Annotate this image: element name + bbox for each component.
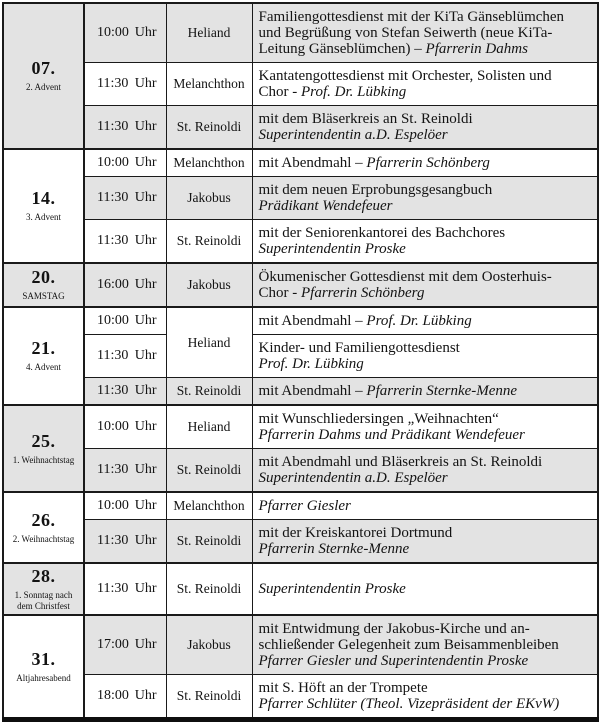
day-note: Altjahresabend bbox=[16, 672, 71, 683]
description-cell bbox=[252, 177, 598, 220]
time-cell bbox=[84, 615, 166, 675]
day-number: 14. bbox=[31, 188, 56, 209]
time-wrap bbox=[97, 533, 157, 549]
description-cell bbox=[252, 378, 598, 406]
schedule-body bbox=[3, 3, 598, 720]
schedule-row bbox=[3, 335, 598, 378]
time-value: 11:30 bbox=[97, 190, 129, 205]
time-unit: Uhr bbox=[134, 190, 157, 205]
time-value: 10:00 bbox=[97, 419, 129, 434]
day-note: 3. Advent bbox=[26, 212, 61, 222]
date-cell bbox=[3, 405, 84, 492]
location-name: Heliand bbox=[187, 334, 231, 350]
time-cell bbox=[84, 675, 166, 720]
description-cell bbox=[252, 106, 598, 150]
date-cell bbox=[3, 492, 84, 563]
schedule-row bbox=[3, 263, 598, 307]
time-cell bbox=[84, 449, 166, 493]
time-wrap bbox=[97, 348, 157, 364]
time-cell bbox=[84, 177, 166, 220]
date-cell bbox=[3, 307, 84, 405]
time-unit: Uhr bbox=[134, 581, 157, 597]
schedule-row bbox=[3, 177, 598, 220]
time-unit: Uhr bbox=[134, 419, 157, 434]
day-note: SAMSTAG bbox=[22, 291, 65, 301]
time-unit: Uhr bbox=[134, 498, 157, 513]
time-value: 16:00 bbox=[97, 277, 129, 292]
schedule-row bbox=[3, 615, 598, 675]
time-wrap bbox=[97, 688, 157, 704]
location-cell bbox=[166, 106, 252, 150]
time-wrap bbox=[97, 76, 157, 92]
officiant-name: Pfarrer Giesler bbox=[258, 498, 351, 514]
event-text: mit dem Bläserkreis an St. Reinoldi bbox=[258, 111, 473, 127]
day-number: 26. bbox=[31, 509, 56, 530]
date-cell bbox=[3, 615, 84, 720]
location-name: Melanchthon bbox=[173, 498, 245, 513]
day-number: 31. bbox=[31, 649, 56, 670]
time-value: 11:30 bbox=[97, 119, 129, 134]
officiant-name: Pfarrerin Dahms und Prädikant Wendefeuer bbox=[258, 427, 525, 443]
event-text: mit Abendmahl – bbox=[258, 313, 367, 329]
location-name: Jakobus bbox=[187, 637, 231, 653]
description-cell bbox=[252, 449, 598, 493]
time-unit: Uhr bbox=[134, 119, 157, 134]
schedule-row bbox=[3, 492, 598, 520]
location-name: St. Reinoldi bbox=[176, 383, 242, 398]
officiant-name: Pfarrerin Schönberg bbox=[301, 285, 425, 301]
description-cell bbox=[252, 263, 598, 307]
event-text: mit der Kreiskantorei Dortmund bbox=[258, 525, 453, 541]
time-wrap bbox=[97, 155, 157, 171]
time-value: 11:30 bbox=[97, 581, 129, 597]
schedule-row bbox=[3, 307, 598, 335]
officiant-name: Pfarrerin Sternke-Menne bbox=[258, 541, 410, 557]
time-unit: Uhr bbox=[134, 462, 157, 477]
description-cell bbox=[252, 405, 598, 449]
description-cell bbox=[252, 3, 598, 63]
schedule-row bbox=[3, 449, 598, 493]
description-cell bbox=[252, 520, 598, 564]
date-cell bbox=[3, 149, 84, 263]
time-cell bbox=[84, 307, 166, 335]
description-cell bbox=[252, 675, 598, 720]
event-text: Kinder- und Familiengottesdienst bbox=[258, 340, 460, 356]
officiant-name: Pfarrerin Schönberg bbox=[366, 155, 490, 171]
time-unit: Uhr bbox=[134, 348, 157, 363]
location-cell bbox=[166, 405, 252, 449]
location-cell bbox=[166, 615, 252, 675]
location-cell bbox=[166, 149, 252, 177]
time-wrap bbox=[97, 277, 157, 293]
time-value: 10:00 bbox=[97, 25, 129, 40]
time-wrap bbox=[97, 25, 157, 41]
location-name: Melanchthon bbox=[173, 155, 245, 170]
schedule-row bbox=[3, 378, 598, 406]
description-cell bbox=[252, 563, 598, 615]
day-number: 25. bbox=[31, 430, 56, 451]
event-text: mit Wunschliedersingen „Weihnachten“ bbox=[258, 411, 499, 427]
description-cell bbox=[252, 615, 598, 675]
event-text: und Begrüßung von Stefan Seiwerth (neue KiTa- bbox=[258, 25, 553, 41]
location-cell bbox=[166, 563, 252, 615]
location-name: Melanchthon bbox=[173, 76, 245, 91]
event-text: Leitung Gänseblümchen) – bbox=[258, 41, 426, 57]
time-value: 11:30 bbox=[97, 76, 129, 91]
description-cell bbox=[252, 492, 598, 520]
time-unit: Uhr bbox=[134, 383, 157, 398]
location-name: St. Reinoldi bbox=[176, 533, 242, 548]
time-cell bbox=[84, 63, 166, 106]
officiant-name: Pfarrerin Dahms bbox=[425, 41, 528, 57]
time-unit: Uhr bbox=[134, 233, 157, 248]
schedule-row bbox=[3, 675, 598, 720]
time-value: 10:00 bbox=[97, 155, 129, 170]
officiant-name: Prof. Dr. Lübking bbox=[258, 356, 364, 372]
time-wrap bbox=[97, 383, 157, 399]
time-cell bbox=[84, 263, 166, 307]
time-value: 11:30 bbox=[97, 533, 129, 548]
schedule-row bbox=[3, 405, 598, 449]
event-text: mit dem neuen Erprobungsgesangbuch bbox=[258, 182, 493, 198]
time-unit: Uhr bbox=[134, 155, 157, 170]
location-cell bbox=[166, 307, 252, 378]
time-unit: Uhr bbox=[134, 277, 157, 292]
schedule-row bbox=[3, 220, 598, 264]
day-number: 21. bbox=[31, 338, 56, 359]
location-cell bbox=[166, 220, 252, 264]
time-cell bbox=[84, 3, 166, 63]
day-note: 4. Advent bbox=[26, 362, 61, 372]
time-cell bbox=[84, 520, 166, 564]
day-number: 28. bbox=[31, 566, 56, 586]
location-cell bbox=[166, 675, 252, 720]
event-text: mit Abendmahl – bbox=[258, 155, 367, 171]
date-cell bbox=[3, 563, 84, 615]
time-value: 18:00 bbox=[97, 688, 129, 704]
time-wrap bbox=[97, 313, 157, 329]
officiant-name: Prädikant Wendefeuer bbox=[258, 198, 393, 214]
location-cell bbox=[166, 520, 252, 564]
location-name: St. Reinoldi bbox=[176, 119, 242, 134]
time-wrap bbox=[97, 233, 157, 249]
location-name: Heliand bbox=[187, 25, 231, 40]
location-name: St. Reinoldi bbox=[176, 233, 242, 248]
day-note: 2. Weihnachtstag bbox=[12, 533, 75, 544]
time-value: 11:30 bbox=[97, 348, 129, 363]
schedule-row bbox=[3, 520, 598, 564]
schedule-row bbox=[3, 106, 598, 150]
time-value: 11:30 bbox=[97, 383, 129, 398]
time-value: 11:30 bbox=[97, 233, 129, 248]
location-name: St. Reinoldi bbox=[176, 688, 242, 704]
time-wrap bbox=[97, 119, 157, 135]
time-cell bbox=[84, 378, 166, 406]
event-text: Kantatengottesdienst mit Orchester, Solisten und bbox=[258, 68, 552, 84]
event-text: mit Entwidmung der Jakobus-Kirche und an- bbox=[258, 621, 530, 638]
time-unit: Uhr bbox=[134, 637, 157, 653]
day-note: 2. Advent bbox=[26, 82, 61, 92]
officiant-name: Pfarrerin Sternke-Menne bbox=[366, 383, 518, 399]
event-text: mit S. Höft an der Trompete bbox=[258, 680, 428, 697]
day-note: 1. Sonntag nach dem Christfest bbox=[14, 589, 73, 611]
officiant-name: Superintendentin a.D. Espelöer bbox=[258, 470, 448, 486]
time-unit: Uhr bbox=[134, 313, 157, 328]
service-schedule-table bbox=[2, 2, 599, 722]
time-unit: Uhr bbox=[134, 25, 157, 40]
time-cell bbox=[84, 220, 166, 264]
description-cell bbox=[252, 149, 598, 177]
event-text: Chor - bbox=[258, 285, 301, 301]
date-cell bbox=[3, 263, 84, 307]
time-unit: Uhr bbox=[134, 688, 157, 704]
location-cell bbox=[166, 449, 252, 493]
location-cell bbox=[166, 378, 252, 406]
day-number: 20. bbox=[31, 267, 56, 288]
location-cell bbox=[166, 63, 252, 106]
location-cell bbox=[166, 3, 252, 63]
location-name: Jakobus bbox=[187, 190, 231, 205]
time-value: 17:00 bbox=[97, 637, 129, 653]
time-wrap bbox=[97, 462, 157, 478]
officiant-name: Pfarrer Giesler und Superintendentin Proske bbox=[258, 653, 529, 670]
schedule-row bbox=[3, 149, 598, 177]
officiant-name: Prof. Dr. Lübking bbox=[366, 313, 472, 329]
event-text: mit der Seniorenkantorei des Bachchores bbox=[258, 225, 506, 241]
time-value: 10:00 bbox=[97, 313, 129, 328]
location-cell bbox=[166, 177, 252, 220]
time-wrap bbox=[97, 637, 157, 653]
location-name: St. Reinoldi bbox=[176, 462, 242, 477]
description-cell bbox=[252, 335, 598, 378]
time-cell bbox=[84, 405, 166, 449]
day-note: 1. Weihnachtstag bbox=[12, 454, 75, 465]
event-text: schließender Gelegenheit zum Beisammenbleiben bbox=[258, 637, 559, 654]
date-cell bbox=[3, 3, 84, 149]
time-value: 10:00 bbox=[97, 498, 129, 513]
description-cell bbox=[252, 220, 598, 264]
event-text: mit Abendmahl – bbox=[258, 383, 367, 399]
schedule-row bbox=[3, 3, 598, 63]
event-text: mit Abendmahl und Bläserkreis an St. Reinoldi bbox=[258, 454, 543, 470]
location-name: Heliand bbox=[187, 419, 231, 434]
event-text: Familiengottesdienst mit der KiTa Gänseblümchen bbox=[258, 9, 565, 25]
description-cell bbox=[252, 307, 598, 335]
officiant-name: Prof. Dr. Lübking bbox=[301, 84, 407, 100]
time-wrap bbox=[97, 581, 157, 597]
time-wrap bbox=[97, 190, 157, 206]
time-cell bbox=[84, 149, 166, 177]
location-cell bbox=[166, 263, 252, 307]
time-cell bbox=[84, 335, 166, 378]
time-wrap bbox=[97, 498, 157, 514]
time-unit: Uhr bbox=[134, 533, 157, 548]
description-cell bbox=[252, 63, 598, 106]
event-text: Chor - bbox=[258, 84, 301, 100]
schedule-row bbox=[3, 563, 598, 615]
time-unit: Uhr bbox=[134, 76, 157, 91]
time-cell bbox=[84, 563, 166, 615]
location-cell bbox=[166, 492, 252, 520]
location-name: Jakobus bbox=[187, 277, 231, 292]
schedule-row bbox=[3, 63, 598, 106]
officiant-name: Superintendentin a.D. Espelöer bbox=[258, 127, 448, 143]
officiant-name: Superintendentin Proske bbox=[258, 241, 406, 257]
time-cell bbox=[84, 492, 166, 520]
location-name: St. Reinoldi bbox=[176, 581, 242, 597]
event-text: Ökumenischer Gottesdienst mit dem Oosterhuis- bbox=[258, 269, 552, 285]
time-wrap bbox=[97, 419, 157, 435]
time-cell bbox=[84, 106, 166, 150]
day-number: 07. bbox=[31, 58, 56, 79]
time-value: 11:30 bbox=[97, 462, 129, 477]
officiant-name: Superintendentin Proske bbox=[258, 581, 406, 598]
officiant-name: Pfarrer Schlüter (Theol. Vizepräsident der EKvW) bbox=[258, 696, 560, 713]
